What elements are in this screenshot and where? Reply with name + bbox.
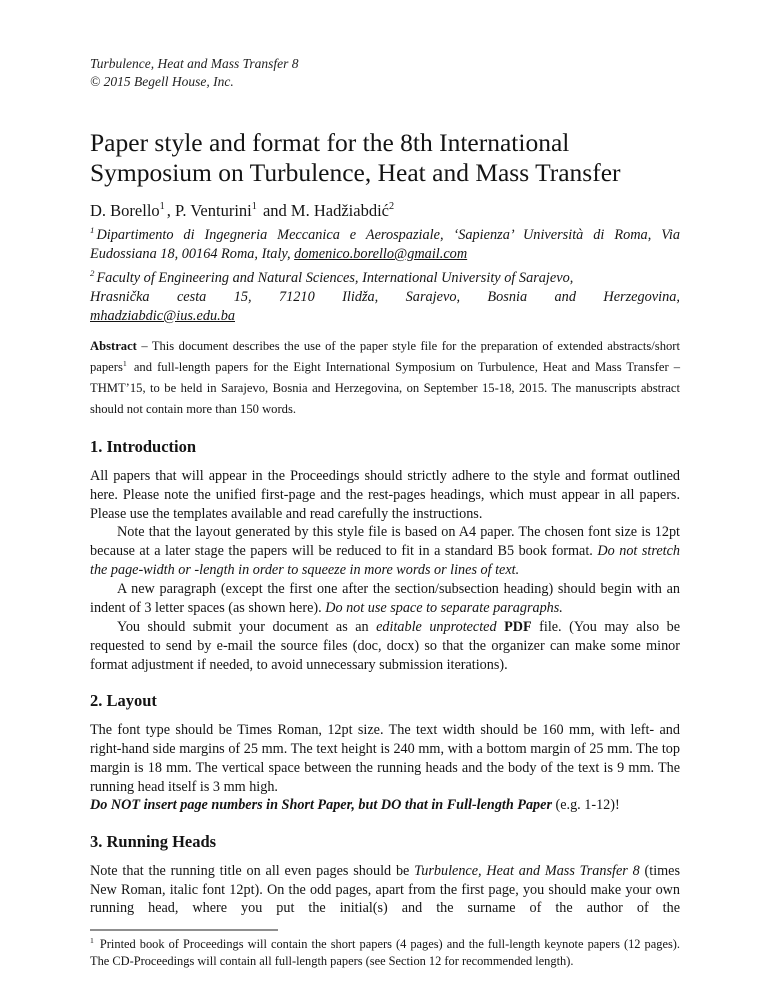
email-link[interactable]: domenico.borello@gmail.com xyxy=(294,245,468,262)
text-segment: Do not use space to separate paragraphs. xyxy=(325,599,563,616)
text-segment: (e.g. 1-12)! xyxy=(551,797,620,814)
text-segment: file. (You may also be requested to send by e-mail the source files (doc, docx) so that the organizer can make some minor format adjustment if needed, to avoid unnecessary submission iterations). xyxy=(90,618,680,673)
intro-paragraph-3 xyxy=(90,580,680,618)
text-segment: (times New Roman, italic font 12pt). On the odd pages, apart from the first page, you should make your own running head, where you put the initial(s) and the surname of the author of the xyxy=(90,862,680,917)
text-segment: A new paragraph (except the first one after the section/subsection heading) should begin with an indent of 3 letter spaces (as shown here). xyxy=(90,581,680,616)
text-segment: Abstract xyxy=(90,338,137,353)
text-segment: Note that the running title on all even pages should be xyxy=(90,862,415,879)
superscript-marker: 2 xyxy=(90,267,95,278)
affiliations xyxy=(90,226,680,326)
layout-paragraph-1 xyxy=(90,721,680,797)
text-segment: Turbulence, Heat and Mass Transfer 8 xyxy=(414,862,640,879)
intro-paragraph-2 xyxy=(90,523,680,580)
text-segment: editable unprotected xyxy=(376,618,497,635)
superscript-marker: 1 xyxy=(122,358,127,368)
text-segment: Do not stretch the page-width or -length in order to squeeze in more words or lines of text. xyxy=(90,543,680,579)
text-segment: Faculty of Engineering and Natural Sciences, International University of Sarajevo, xyxy=(96,269,574,286)
text-segment: and M. Hadžiabdić xyxy=(258,200,389,220)
text-segment: All papers that will appear in the Proceedings should strictly adhere to the style and format outlined here. Please note the unified first-page and the rest-pages headings, which must appear in all papers. Please use the templates available and read carefully the instructions. xyxy=(90,467,680,522)
affiliation-2 xyxy=(90,269,680,326)
text-segment: – This document describes the use of the paper style file for the preparation of extended abstracts/short papers xyxy=(90,338,680,374)
text-segment: and full-length papers for the Eight International Symposium on Turbulence, Heat and Mass Transfer – THMT’15, to be held in Sarajevo, Bosnia and Herzegovina, on September 15-18, 2015. The manuscripts abstract should not contain more than 150 words. xyxy=(90,359,680,417)
email-link[interactable]: mhadziabdic@ius.edu.ba xyxy=(90,307,235,324)
text-segment: Do NOT insert page numbers in Short Paper, but DO that in Full-length Paper xyxy=(90,797,552,814)
text-segment: You should submit your document as an xyxy=(117,618,377,635)
affiliation-2-line2 xyxy=(90,288,680,307)
intro-paragraph-1 xyxy=(90,467,680,524)
superscript-marker: 1 xyxy=(90,936,94,946)
superscript-marker: 1 xyxy=(251,201,257,213)
section-heading-layout: 2. Layout xyxy=(90,691,157,711)
running-head-title: Turbulence, Heat and Mass Transfer 8 xyxy=(90,56,299,71)
text-segment: Dipartimento di Ingegneria Meccanica e Aerospaziale, ‘Sapienza’ Università di Roma, Via Eudossiana 18, 00164 Roma, Italy, xyxy=(90,226,680,262)
affiliation-1 xyxy=(90,226,680,264)
layout-paragraph-2 xyxy=(90,796,680,815)
text-segment: D. Borello xyxy=(90,200,160,220)
affiliation-2-line3 xyxy=(90,307,680,326)
text-segment: The font type should be Times Roman, 12pt size. The text width should be 160 mm, with left- and right-hand side margins of 25 mm. The text height is 240 mm, with a bottom margin of 25 mm. The top margin is 18 mm. The vertical space between the running heads and the body of the text is 9 mm. The running head itself is 3 mm high. xyxy=(90,721,680,795)
text-segment: Hrasnička cesta 15, 71210 Ilidža, Sarajevo, Bosnia and Herzegovina, xyxy=(90,288,680,305)
abstract xyxy=(90,336,680,421)
text-segment: , P. Venturini xyxy=(166,200,252,220)
text-segment: PDF xyxy=(504,618,532,635)
text-segment xyxy=(497,619,505,635)
footnote xyxy=(90,936,680,970)
running-heads-paragraph-1 xyxy=(90,862,680,919)
section-heading-running-heads: 3. Running Heads xyxy=(90,832,217,852)
authors-line xyxy=(90,201,680,221)
text-segment: Note that the layout generated by this style file is based on A4 paper. The chosen font size is 12pt because at a later stage the papers will be reduced to fit in a standard B5 book format. xyxy=(90,524,680,560)
superscript-marker: 1 xyxy=(90,224,95,235)
running-head xyxy=(90,55,680,90)
running-head-copyright: © 2015 Begell House, Inc. xyxy=(90,73,234,89)
superscript-marker: 2 xyxy=(388,201,395,213)
affiliation-2-line1 xyxy=(90,269,680,288)
footnote-separator xyxy=(90,929,278,931)
section-heading-introduction: 1. Introduction xyxy=(90,437,197,457)
superscript-marker: 1 xyxy=(159,201,165,213)
intro-paragraph-4 xyxy=(90,618,680,675)
paper-title: Paper style and format for the 8th International Symposium on Turbulence, Heat and Mass Transfer xyxy=(90,128,621,187)
text-segment: Printed book of Proceedings will contain the short papers (4 pages) and the full-length keynote papers (12 pages). The CD-Proceedings will contain all full-length papers (see Section 12 for recommended length). xyxy=(90,937,680,969)
